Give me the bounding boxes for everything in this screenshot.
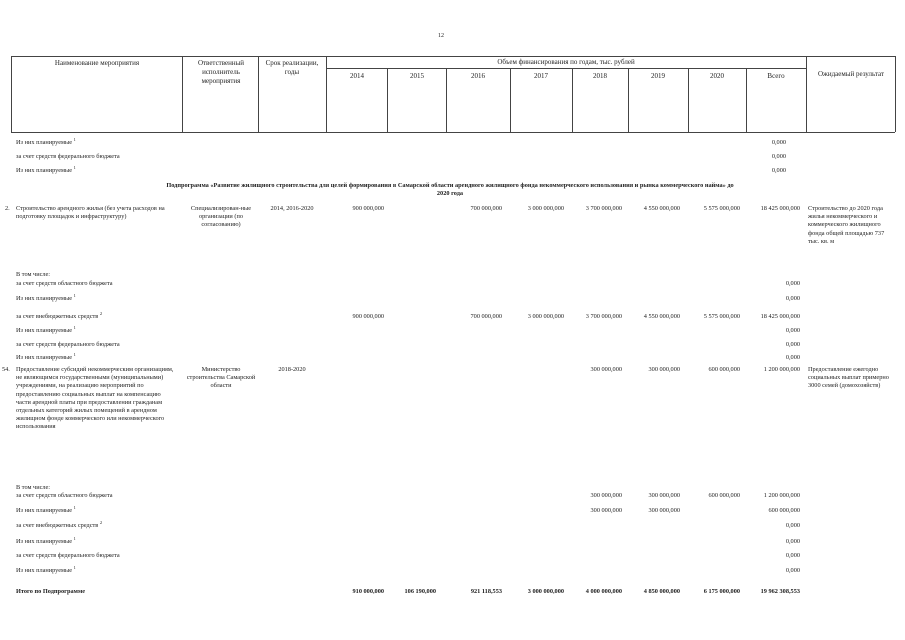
item-number: 54.: [2, 366, 10, 373]
incl-label: В том числе:: [16, 484, 51, 491]
row-label: за счет средств федерального бюджета: [16, 341, 120, 348]
item-term: 2018-2020: [278, 366, 306, 373]
cell-value: 0,000: [785, 538, 800, 545]
item-result: Строительство до 2020 года жилья некоммерческого и коммерческого жилищного фонда общей площадью 737 тыс. кв. м: [808, 205, 885, 245]
page-number: 12: [438, 33, 444, 39]
cell-value: 0,000: [785, 327, 800, 334]
cell-value: 3 700 000,000: [585, 205, 622, 212]
row-label: Из них планируемые $^1$: [16, 504, 76, 514]
year-header: 2017: [534, 72, 548, 80]
cell-value: 600 000,000: [768, 507, 800, 514]
year-header: 2018: [593, 72, 607, 80]
total-value: 0,000: [771, 139, 786, 146]
cell-value: 0,000: [785, 341, 800, 348]
row-label: Из них планируемые $^1$: [16, 164, 76, 174]
cell-value: 0,000: [785, 522, 800, 529]
cell-value: 0,000: [785, 567, 800, 574]
cell-value: 300 000,000: [648, 492, 680, 499]
row-label: Из них планируемые $^1$: [16, 292, 76, 302]
row-label: Из них планируемые $^1$: [16, 136, 76, 146]
cell-value: 6 175 000,000: [703, 588, 740, 595]
header-responsible: Ответственный исполнитель мероприятия: [197, 59, 245, 85]
cell-value: 700 000,000: [470, 205, 502, 212]
cell-value: 1 200 000,000: [763, 492, 800, 499]
cell-value: 3 000 000,000: [527, 588, 564, 595]
cell-value: 300 000,000: [648, 507, 680, 514]
year-header: Всего: [767, 72, 785, 80]
row-label: за счет средств федерального бюджета: [16, 552, 120, 559]
item-responsible: Специализирован-ные организации (по согласованию): [190, 205, 252, 229]
item-number: 2.: [5, 205, 10, 212]
row-label: за счет внебюджетных средств $^2$: [16, 310, 103, 320]
row-label: за счет внебюджетных средств $^2$: [16, 519, 103, 529]
row-label: Из них планируемые $^1$: [16, 351, 76, 361]
row-label: за счет средств областного бюджета: [16, 492, 113, 499]
item-term: 2014, 2016-2020: [270, 205, 314, 212]
cell-value: 921 118,553: [470, 588, 502, 595]
cell-value: 600 000,000: [708, 366, 740, 373]
cell-value: 600 000,000: [708, 492, 740, 499]
cell-value: 900 000,000: [352, 313, 384, 320]
cell-value: 19 962 308,553: [760, 588, 800, 595]
row-label: Из них планируемые $^1$: [16, 564, 76, 574]
row-label: за счет средств федерального бюджета: [16, 153, 120, 160]
cell-value: 106 190,000: [404, 588, 436, 595]
cell-value: 0,000: [785, 280, 800, 287]
cell-value: 3 700 000,000: [585, 313, 622, 320]
cell-value: 3 000 000,000: [527, 205, 564, 212]
cell-value: 4 000 000,000: [585, 588, 622, 595]
header-name: Наименование мероприятия: [54, 59, 140, 67]
total-label: Итого по Подпрограмме: [16, 588, 86, 595]
cell-value: 0,000: [785, 354, 800, 361]
cell-value: 4 550 000,000: [643, 205, 680, 212]
year-header: 2014: [350, 72, 364, 80]
cell-value: 18 425 000,000: [760, 313, 800, 320]
row-label: Из них планируемые $^1$: [16, 324, 76, 334]
total-value: 0,000: [771, 153, 786, 160]
cell-value: 5 575 000,000: [703, 205, 740, 212]
cell-value: 910 000,000: [352, 588, 384, 595]
item-name: Предоставление субсидий некоммерческим организациям, не являющимся государственными (муниципальными) учреждениями, на реализацию мероприятий по предоставлению социальных выплат на компенсацию части арендной платы при предоставлении гражданам отдельных категорий жилых помещений в арендном жилищном фонде коммерческого или некоммерческого использования: [16, 366, 174, 431]
cell-value: 300 000,000: [590, 366, 622, 373]
row-label: за счет средств областного бюджета: [16, 280, 113, 287]
total-value: 0,000: [771, 167, 786, 174]
cell-value: 3 000 000,000: [527, 313, 564, 320]
item-result: Предоставление ежегодно социальных выплат примерно 3000 семей (домохозяйств): [808, 366, 889, 390]
row-label: Из них планируемые $^1$: [16, 535, 76, 545]
cell-value: 300 000,000: [648, 366, 680, 373]
cell-value: 5 575 000,000: [703, 313, 740, 320]
cell-value: 18 425 000,000: [760, 205, 800, 212]
item-responsible: Министерство строительства Самарской области: [186, 366, 256, 390]
subprogram-title: Подпрограмма «Развитие жилищного строительства для целей формирования в Самарской области арендного жилищного фонда некоммерческого использования и рынка коммерческого найма» до 2020 года: [166, 182, 734, 198]
cell-value: 300 000,000: [590, 507, 622, 514]
cell-value: 4 850 000,000: [643, 588, 680, 595]
year-header: 2015: [410, 72, 424, 80]
year-header: 2019: [651, 72, 665, 80]
cell-value: 300 000,000: [590, 492, 622, 499]
cell-value: 1 200 000,000: [763, 366, 800, 373]
year-header: 2020: [710, 72, 724, 80]
cell-value: 0,000: [785, 295, 800, 302]
header-funding: Объем финансирования по годам, тыс. рублей: [497, 58, 635, 66]
cell-value: 700 000,000: [470, 313, 502, 320]
cell-value: 900 000,000: [352, 205, 384, 212]
cell-value: 0,000: [785, 552, 800, 559]
item-name: Строительство арендного жилья (без учета расходов на подготовку площадок и инфраструктуру): [16, 205, 165, 221]
cell-value: 4 550 000,000: [643, 313, 680, 320]
year-header: 2016: [471, 72, 485, 80]
header-result: Ожидаемый результат: [817, 70, 885, 78]
incl-label: В том числе:: [16, 271, 51, 278]
header-term: Срок реализации, годы: [265, 59, 319, 76]
